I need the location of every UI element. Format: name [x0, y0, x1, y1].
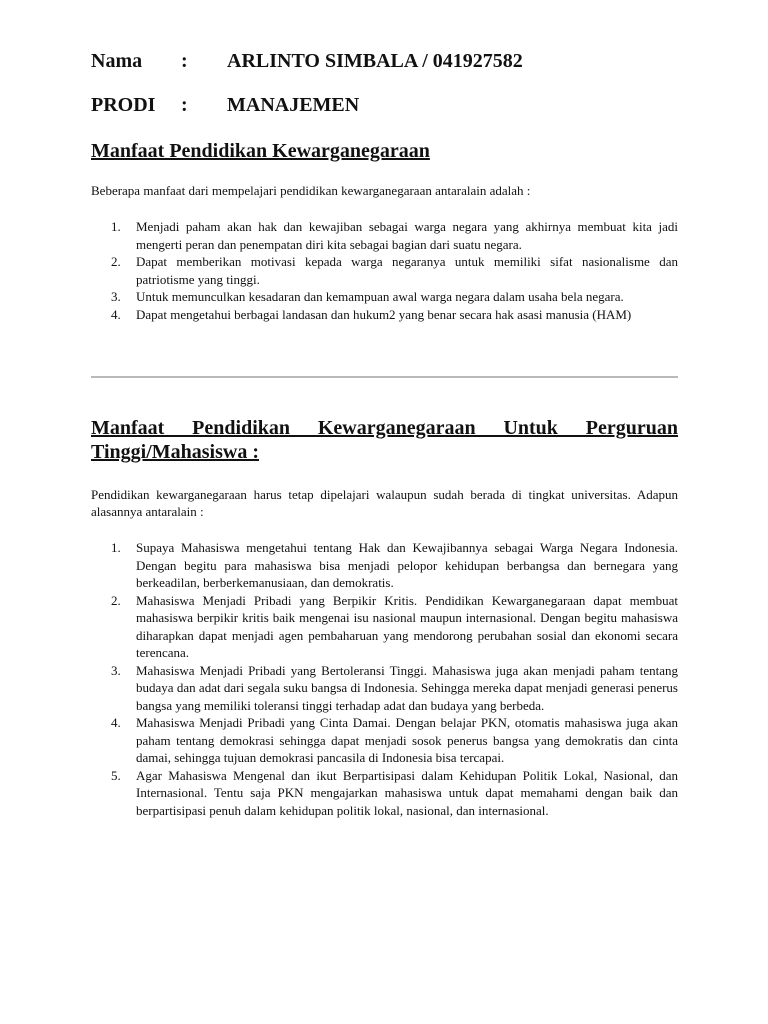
section1-intro: Beberapa manfaat dari mempelajari pendidikan kewarganegaraan antaralain adalah :: [91, 183, 531, 198]
prodi-value: MANAJEMEN: [227, 94, 360, 116]
list-item: [91, 306, 678, 324]
list-item-number: 3.: [111, 662, 121, 678]
list-item-text: Menjadi paham akan hak dan kewajiban sebagai warga negara yang akhirnya membuat kita jadi mengerti peran dan penempatan diri kita sebagai bagian dari suatu negara.: [136, 219, 678, 252]
list-item-text: Mahasiswa Menjadi Pribadi yang Bertoleransi Tinggi. Mahasiswa juga akan menjadi paham tentang budaya dan adat dari segala suku bangsa di Indonesia. Sehingga mereka dapat menjadi generasi penerus bangsa yang memiliki toleransi tinggi terhadap adat dan budaya yang berbeda.: [136, 662, 678, 713]
list-item-text: Mahasiswa Menjadi Pribadi yang Cinta Damai. Dengan belajar PKN, otomatis mahasiswa juga akan paham tentang demokrasi sehingga dapat menjadi sosok penerus bangsa yang demokratis dan cinta damai, sehingga tujuan demokrasi pancasila di Indonesia bisa tercapai.: [136, 715, 678, 765]
list-item-number: 4.: [111, 306, 121, 322]
prodi-label: PRODI: [91, 94, 156, 116]
list-item-number: 5.: [111, 767, 121, 783]
list-item-text: Untuk memunculkan kesadaran dan kemampuan awal warga negara dalam usaha bela negara.: [136, 289, 624, 304]
nama-colon: :: [181, 50, 188, 72]
list-item-text: Supaya Mahasiswa mengetahui tentang Hak dan Kewajibannya sebagai Warga Negara Indonesia. Dengan begitu para mahasiswa bisa menjadi pelopor kehidupan berbangsa dan bernegara yang berkeadilan, berberkemanusiaan, dan demokratis.: [136, 540, 678, 590]
list-item-text: Agar Mahasiswa Mengenal dan ikut Berpartisipasi dalam Kehidupan Politik Lokal, Nasional, dan Internasional. Tentu saja PKN mengajarkan mahasiswa untuk dapat memahami dengan baik dan berpartisipasi penuh dalam kehidupan politik lokal, nasional, dan internasional.: [136, 767, 678, 818]
section1-title: Manfaat Pendidikan Kewarganegaraan: [91, 140, 430, 162]
list-item-number: 1.: [111, 219, 121, 234]
list-item-text: Dapat mengetahui berbagai landasan dan hukum2 yang benar secara hak asasi manusia (HAM): [136, 306, 632, 322]
list-item-text: Dapat memberikan motivasi kepada warga negaranya untuk memiliki sifat nasionalisme dan patriotisme yang tinggi.: [136, 254, 678, 287]
list-item-number: 1.: [111, 540, 121, 555]
section2-list: [91, 539, 678, 819]
section2-title: Manfaat Pendidikan Kewarganegaraan Untuk Perguruan Tinggi/Mahasiswa :: [91, 417, 678, 463]
prodi-colon: :: [181, 94, 188, 116]
list-item-number: 4.: [111, 715, 121, 730]
list-item: [91, 767, 678, 820]
list-item: [91, 592, 678, 662]
nama-label: Nama: [91, 50, 143, 72]
section1-list: [91, 218, 678, 323]
nama-value: ARLINTO SIMBALA / 041927582: [227, 50, 523, 72]
list-item-number: 2.: [111, 592, 121, 608]
list-item: [91, 662, 678, 715]
list-item: [91, 253, 678, 288]
section2-intro: Pendidikan kewarganegaraan harus tetap dipelajari walaupun sudah berada di tingkat universitas. Adapun alasannya antaralain :: [91, 487, 678, 519]
list-item-number: 2.: [111, 254, 121, 269]
list-item: [91, 288, 678, 306]
list-item: [91, 218, 678, 253]
page-divider: [91, 376, 678, 378]
list-item: [91, 539, 678, 592]
list-item: [91, 714, 678, 767]
list-item-text: Mahasiswa Menjadi Pribadi yang Berpikir Kritis. Pendidikan Kewarganegaraan dapat membuat mahasiswa berpikir kritis baik mengenai isu nasional maupun internasional. Dengan begitu mahasiswa diharapkan dapat menjadi agen pembaharuan yang mendorong perubahan sosial dan ekonomi secara terencana.: [136, 592, 678, 660]
list-item-number: 3.: [111, 289, 121, 304]
